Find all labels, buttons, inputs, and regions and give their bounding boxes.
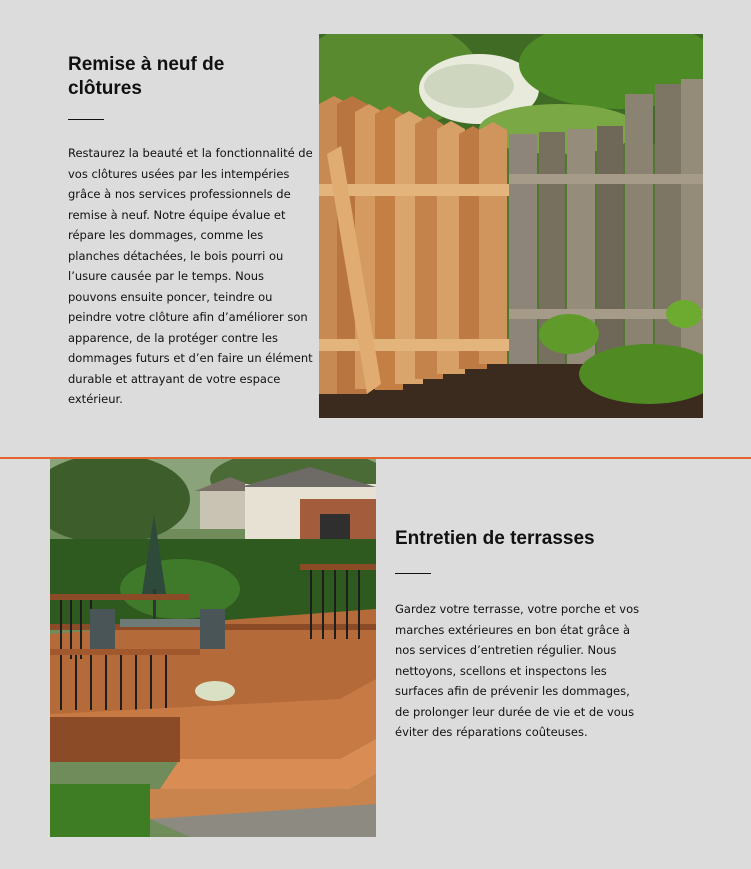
deck-title-underline bbox=[395, 573, 431, 574]
deck-section-description: Gardez votre terrasse, votre porche et vos marches extérieures en bon état grâce à nos services d’entretien régulier. Nous nettoyons, scellons et inspectons les surfaces afin de prévenir les dommages, de prolonger leur durée de vie et de vous éviter des réparations coûteuses. bbox=[395, 602, 640, 739]
fence-title-underline bbox=[68, 119, 104, 120]
deck-section-title: Entretien de terrasses bbox=[395, 528, 595, 549]
fence-section-description: Restaurez la beauté et la fonctionnalité de vos clôtures usées par les intempéries grâce à nos services professionnels de remise à neuf. Notre équipe évalue et répare les dommages, comme les planches détachées, le bois pourri ou l’usure causée par le temps. Nous pouvons ensuite poncer, teindre ou peindre votre clôture afin d’améliorer son apparence, de la protéger contre les dommages futurs et d’en faire un élément durable et attrayant de votre espace extérieur. bbox=[68, 146, 313, 406]
deck-section bbox=[0, 457, 751, 869]
fence-photo bbox=[319, 34, 703, 418]
deck-photo bbox=[50, 459, 376, 837]
fence-section-title: Remise à neuf de clôtures bbox=[68, 54, 225, 99]
